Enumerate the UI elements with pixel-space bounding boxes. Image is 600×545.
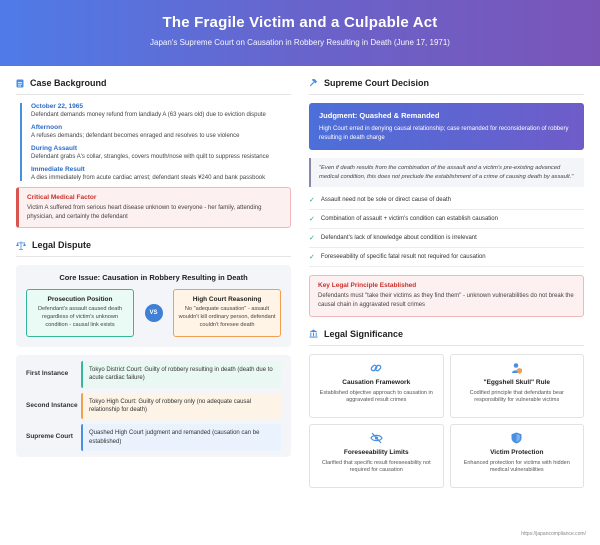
page-header [0, 0, 600, 66]
prosecution-title: Prosecution Position [47, 296, 113, 304]
check-icon: ✓ [309, 235, 315, 243]
high-court-title: High Court Reasoning [192, 296, 262, 304]
positions-row [26, 289, 281, 336]
check-item: ✓ Combination of assault + victim's condition can establish causation [309, 210, 584, 229]
timeline-item [31, 166, 291, 181]
right-column [309, 66, 584, 488]
holding-checklist [309, 191, 584, 267]
main-content [0, 66, 600, 488]
court-name: Supreme Court [26, 433, 73, 441]
court-name: Second Instance [26, 401, 78, 409]
legal-dispute-heading: Legal Dispute [16, 228, 291, 257]
landmark-icon [309, 329, 318, 338]
court-ruling: Tokyo High Court: Guilty of robbery only (no adequate causal relationship for death) [81, 393, 281, 420]
check-item: ✓ Foreseeability of specific fatal result not required for causation [309, 248, 584, 267]
timeline-text: Defendant grabs A's collar, strangles, covers mouth/nose with quilt to suppress resistance [31, 154, 269, 160]
card-title: Victim Protection [490, 448, 544, 456]
page-subtitle: Japan's Supreme Court on Causation in Robbery Resulting in Death (June 17, 1971) [150, 38, 450, 47]
judgment-box [309, 103, 584, 150]
timeline-item [31, 103, 291, 118]
timeline-item [31, 145, 291, 160]
timeline-text: A dies immediately from acute cardiac arrest; defendant steals ¥240 and bank passbook [31, 175, 266, 181]
core-issue: Core Issue: Causation in Robbery Resulting in Death [59, 273, 248, 283]
alert-text: Victim A suffered from serious heart disease unknown to everyone - her family, attending physician, and certainly the defendant [27, 205, 262, 220]
timeline-text: Defendant demands money refund from landlady A (63 years old) due to eviction dispute [31, 112, 266, 118]
court-ruling: Tokyo District Court: Guilty of robbery resulting in death (death due to acute cardiac failure) [81, 361, 281, 388]
card-text: Enhanced protection for victims with hidden medical vulnerabilities [463, 459, 570, 474]
page-title: The Fragile Victim and a Culpable Act [162, 14, 438, 31]
key-legal-principle [309, 275, 584, 316]
card-title: "Eggshell Skull" Rule [483, 378, 550, 386]
timeline-label: Immediate Result [31, 166, 85, 173]
left-column [16, 66, 291, 488]
card-title: Foreseeability Limits [343, 448, 409, 456]
significance-card [450, 354, 585, 418]
case-timeline [20, 103, 291, 181]
check-icon: ✓ [309, 197, 315, 205]
court-row [26, 424, 281, 451]
gavel-icon [309, 79, 318, 88]
check-item: ✓ Defendant's lack of knowledge about condition is irrelevant [309, 229, 584, 248]
high-court-reasoning [173, 289, 281, 336]
card-text: Established objective approach to causation in aggravated result crimes [319, 389, 433, 404]
timeline-label: October 22, 1965 [31, 103, 84, 110]
court-history [16, 355, 291, 457]
shield-icon [511, 432, 522, 444]
timeline-label: Afternoon [31, 124, 63, 131]
scale-icon [16, 241, 26, 250]
principle-title: Key Legal Principle Established [318, 282, 417, 290]
significance-card [309, 424, 444, 488]
principle-text: Defendants must "take their victims as they find them" - unknown vulnerabilities do not break the causal chain in aggravated result crimes [318, 293, 574, 308]
link-icon [370, 362, 382, 374]
supreme-court-decision-heading: Supreme Court Decision [309, 66, 584, 95]
prosecution-position [26, 289, 134, 336]
card-text: Clarified that specific result foreseeability not required for causation [321, 459, 431, 474]
check-icon: ✓ [309, 254, 315, 262]
prosecution-text: Defendant's assault caused death regardless of victim's unknown condition - causal link exists [37, 306, 123, 329]
court-row [26, 361, 281, 388]
footer-url[interactable]: https://japancompliance.com/ [521, 531, 586, 537]
alert-title: Critical Medical Factor [27, 194, 97, 201]
significance-grid [309, 354, 584, 488]
court-quote: "Even if death results from the combination of the assault and a victim's pre-existing advanced medical condition, this does not preclude the establishment of a crime of causing death by assault." [309, 158, 584, 187]
judgment-text: High Court erred in denying causal relationship; case remanded for reconsideration of robbery resulting in death charge [319, 126, 569, 141]
timeline-item [31, 124, 291, 139]
user-shield-icon [511, 362, 523, 374]
document-icon [16, 79, 24, 88]
critical-medical-factor [16, 187, 291, 228]
significance-card [309, 354, 444, 418]
timeline-text: A refuses demands; defendant becomes enraged and resolves to use violence [31, 133, 240, 139]
court-name: First Instance [26, 369, 69, 377]
court-ruling: Quashed High Court judgment and remanded (causation can be established) [81, 424, 281, 451]
court-row [26, 393, 281, 420]
eye-slash-icon [370, 432, 383, 444]
card-text: Codified principle that defendants bear responsibility for vulnerable victims [469, 389, 564, 404]
judgment-title: Judgment: Quashed & Remanded [319, 111, 440, 120]
legal-significance-heading: Legal Significance [309, 317, 584, 346]
timeline-label: During Assault [31, 145, 77, 152]
vs-badge: VS [145, 304, 163, 322]
card-title: Causation Framework [342, 378, 411, 386]
check-icon: ✓ [309, 216, 315, 224]
high-court-text: No "adequate causation" - assault wouldn't kill ordinary person, defendant couldn't foresee death [178, 306, 276, 329]
significance-card [450, 424, 585, 488]
check-item: ✓ Assault need not be sole or direct cause of death [309, 191, 584, 210]
case-background-heading: Case Background [16, 66, 291, 95]
dispute-panel [16, 265, 291, 346]
